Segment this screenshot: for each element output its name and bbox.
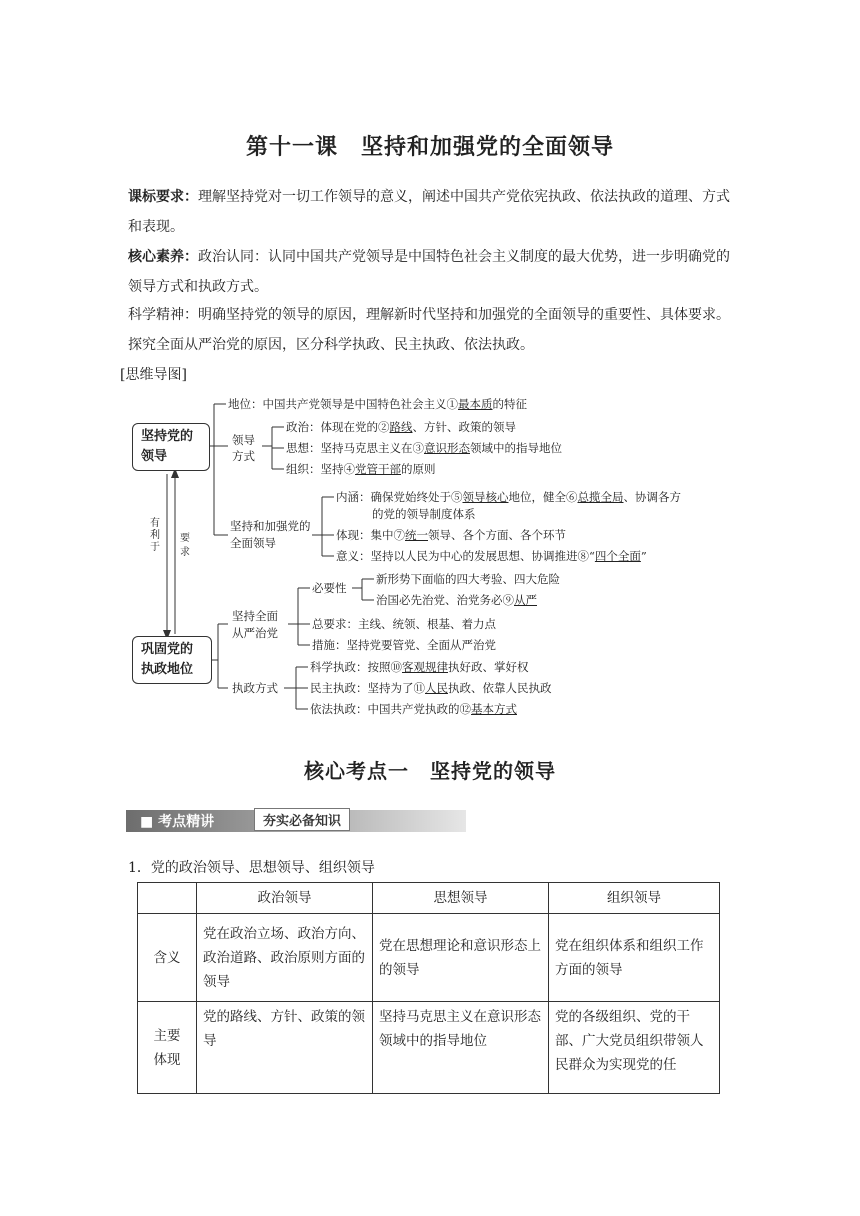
literacy-label: 核心素养： bbox=[128, 249, 198, 265]
mm-organization: 组织：坚持④党管干部的原则 bbox=[286, 462, 436, 476]
table-cell: 党在政治立场、政治方向、政治道路、政治原则方面的领导 bbox=[197, 914, 373, 1002]
section-title: 核心考点一 坚持党的领导 bbox=[304, 759, 556, 783]
table-cell: 党在思想理论和意识形态上的领导 bbox=[373, 914, 549, 1002]
mm-position: 地位：中国共产党领导是中国特色社会主义①最本质的特征 bbox=[228, 397, 527, 411]
table-header-cell: 思想领导 bbox=[373, 883, 549, 914]
table-row bbox=[138, 1002, 720, 1094]
mindmap-label: [思维导图] bbox=[120, 367, 187, 383]
mm-meaning: 意义：坚持以人民为中心的发展思想、协调推进⑧“四个全面” bbox=[336, 549, 647, 563]
mm-necessity-2: 治国必先治党、治党务必⑨从严 bbox=[376, 593, 537, 607]
mm-lead-mode: 领导方式 bbox=[232, 433, 255, 463]
mm-general: 总要求：主线、统领、根基、着力点 bbox=[312, 617, 496, 631]
banner-right-label: 夯实必备知识 bbox=[254, 808, 350, 831]
mm-necessity-1: 新形势下面临的四大考验、四大危险 bbox=[376, 572, 560, 586]
table-cell: 党在组织体系和组织工作方面的领导 bbox=[549, 914, 720, 1002]
literacy-text: 政治认同：认同中国共产党领导是中国特色社会主义制度的最大优势，进一步明确党的领导方式和执政方式。 bbox=[128, 249, 730, 295]
mm-lawful: 依法执政：中国共产党执政的⑫基本方式 bbox=[310, 702, 517, 716]
leadership-table bbox=[137, 882, 720, 1094]
table-header-cell: 组织领导 bbox=[549, 883, 720, 914]
table-cell: 党的路线、方针、政策的领导 bbox=[197, 1002, 373, 1094]
mm-connotation: 内涵：确保党始终处于⑤领导核心地位，健全⑥总揽全局、协调各方 bbox=[336, 490, 681, 504]
mm-connotation-line2: 的党的领导制度体系 bbox=[372, 507, 476, 521]
section-banner bbox=[126, 806, 466, 838]
table-row bbox=[138, 914, 720, 1002]
standard-label: 课标要求： bbox=[128, 189, 198, 205]
table-header-cell: 政治领导 bbox=[197, 883, 373, 914]
mm-strict: 坚持全面从严治党 bbox=[232, 609, 278, 640]
mm-gov-mode: 执政方式 bbox=[232, 681, 278, 695]
table-cell: 主要体现 bbox=[138, 1002, 197, 1094]
mm-scientific: 科学执政：按照⑩客观规律执好政、掌好权 bbox=[310, 660, 529, 674]
table-cell: 坚持马克思主义在意识形态领域中的指导地位 bbox=[373, 1002, 549, 1094]
science-paragraph: 科学精神：明确坚持党的领导的原因，理解新时代坚持和加强党的全面领导的重要性、具体要求。探究全面从严治党的原因，区分科学执政、民主执政、依法执政。 bbox=[128, 307, 730, 353]
mindmap-box-uphold-leadership: 坚持党的领导 bbox=[132, 423, 210, 471]
mm-democratic: 民主执政：坚持为了⑪人民执政、依靠人民执政 bbox=[310, 681, 552, 695]
mm-necessity: 必要性 bbox=[312, 581, 347, 595]
arrow-label-beneficial: 有利于 bbox=[150, 518, 160, 553]
table-cell: 含义 bbox=[138, 914, 197, 1002]
mm-strengthen: 坚持和加强党的全面领导 bbox=[230, 519, 311, 550]
mm-thought: 思想：坚持马克思主义在③意识形态领域中的指导地位 bbox=[286, 441, 562, 455]
table-header-cell bbox=[138, 883, 197, 914]
mm-embody: 体现：集中⑦统一领导、各个方面、各个环节 bbox=[336, 528, 566, 542]
standard-text: 理解坚持党对一切工作领导的意义，阐述中国共产党依宪执政、依法执政的道理、方式和表现。 bbox=[128, 189, 730, 235]
mindmap-box-consolidate-ruling: 巩固党的执政地位 bbox=[132, 636, 212, 684]
banner-left-label: ■ 考点精讲 bbox=[140, 814, 215, 830]
mm-measure: 措施：坚持党要管党、全面从严治党 bbox=[312, 638, 496, 652]
page-title: 第十一课 坚持和加强党的全面领导 bbox=[245, 135, 614, 160]
mm-politics: 政治：体现在党的②路线、方针、政策的领导 bbox=[286, 420, 516, 434]
table-cell: 党的各级组织、党的干部、广大党员组织带领人民群众为实现党的任 bbox=[549, 1002, 720, 1094]
table-header-row bbox=[138, 883, 720, 914]
subheading: 1．党的政治领导、思想领导、组织领导 bbox=[128, 860, 375, 876]
arrow-label-requirement: 要求 bbox=[180, 533, 190, 558]
